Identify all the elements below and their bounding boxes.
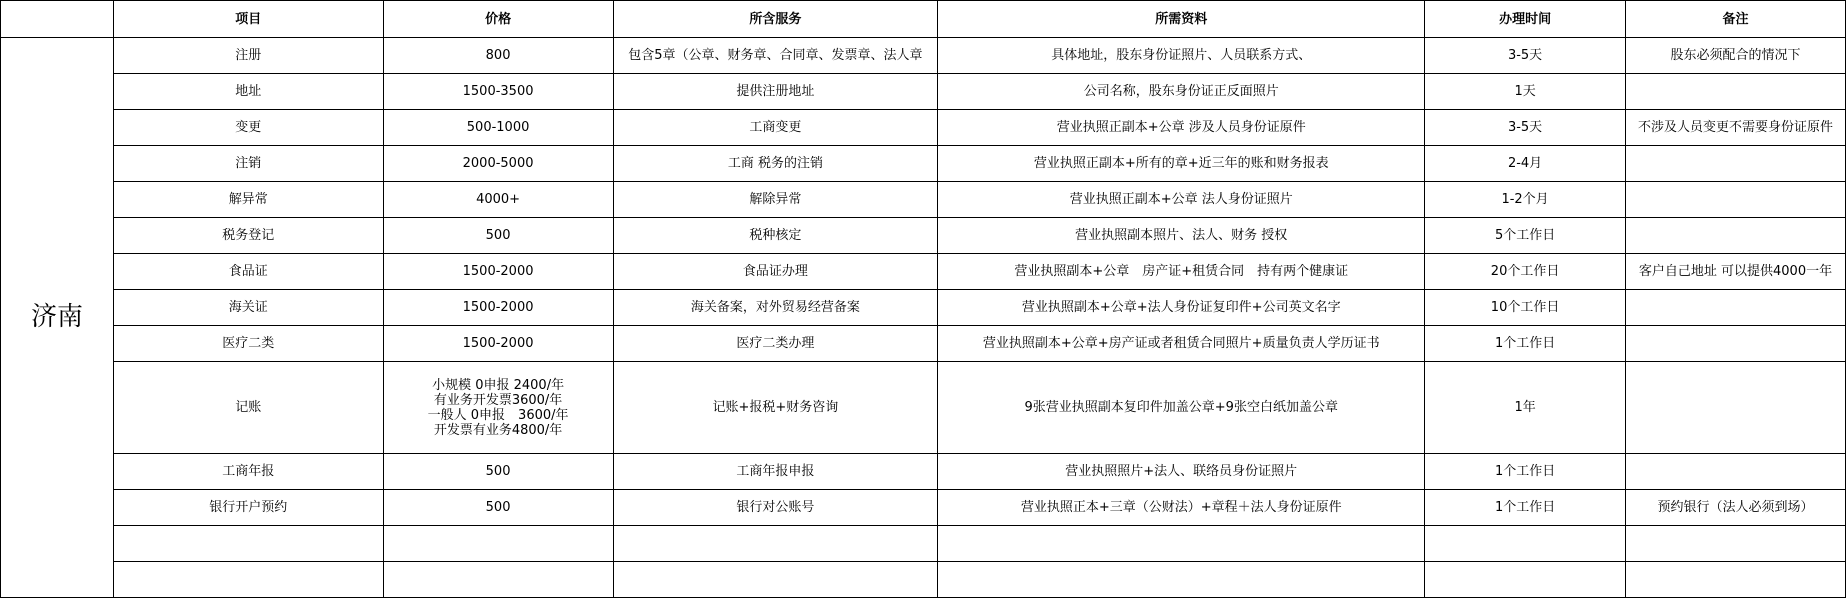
empty-cell[interactable] — [1625, 562, 1845, 598]
price-cell[interactable]: 1500-2000 — [383, 254, 613, 290]
empty-cell[interactable] — [383, 526, 613, 562]
price-cell[interactable]: 500 — [383, 490, 613, 526]
notes-cell[interactable]: 预约银行（法人必须到场） — [1625, 490, 1845, 526]
price-line: 小规模 0申报 2400/年 — [432, 377, 565, 393]
price-line: 一般人 0申报 3600/年 — [427, 407, 569, 423]
time-cell[interactable]: 3-5天 — [1425, 110, 1626, 146]
header-time[interactable]: 办理时间 — [1425, 1, 1626, 38]
notes-cell[interactable] — [1625, 74, 1845, 110]
item-cell[interactable]: 记账 — [113, 362, 383, 454]
empty-cell[interactable] — [1625, 526, 1845, 562]
table-row — [1, 326, 1846, 362]
materials-cell[interactable]: 营业执照正副本+公章 涉及人员身份证原件 — [938, 110, 1425, 146]
notes-cell[interactable] — [1625, 454, 1845, 490]
city-cell[interactable]: 济南 — [1, 38, 114, 598]
service-cell[interactable]: 解除异常 — [613, 182, 938, 218]
notes-cell[interactable] — [1625, 362, 1845, 454]
table-row — [1, 38, 1846, 74]
empty-cell[interactable] — [113, 526, 383, 562]
header-notes[interactable]: 备注 — [1625, 1, 1845, 38]
service-cell[interactable]: 工商 税务的注销 — [613, 146, 938, 182]
time-cell[interactable]: 5个工作日 — [1425, 218, 1626, 254]
materials-cell[interactable]: 营业执照正本+三章（公财法）+章程＋法人身份证原件 — [938, 490, 1425, 526]
time-cell[interactable]: 1个工作日 — [1425, 326, 1626, 362]
header-price[interactable]: 价格 — [383, 1, 613, 38]
materials-cell[interactable]: 营业执照正副本+所有的章+近三年的账和财务报表 — [938, 146, 1425, 182]
item-cell[interactable]: 食品证 — [113, 254, 383, 290]
item-cell[interactable]: 解异常 — [113, 182, 383, 218]
header-region[interactable] — [1, 1, 114, 38]
service-cell[interactable]: 海关备案，对外贸易经营备案 — [613, 290, 938, 326]
price-cell[interactable]: 500 — [383, 218, 613, 254]
price-line: 开发票有业务4800/年 — [433, 422, 563, 438]
price-line: 有业务开发票3600/年 — [433, 392, 563, 408]
price-cell[interactable]: 500 — [383, 454, 613, 490]
item-cell[interactable]: 工商年报 — [113, 454, 383, 490]
time-cell[interactable]: 3-5天 — [1425, 38, 1626, 74]
service-cell[interactable]: 工商变更 — [613, 110, 938, 146]
table-row — [1, 182, 1846, 218]
notes-cell[interactable]: 不涉及人员变更不需要身份证原件 — [1625, 110, 1845, 146]
time-cell[interactable]: 1个工作日 — [1425, 454, 1626, 490]
empty-cell[interactable] — [1425, 526, 1626, 562]
table-row — [1, 362, 1846, 454]
price-cell[interactable]: 2000-5000 — [383, 146, 613, 182]
notes-cell[interactable] — [1625, 290, 1845, 326]
price-cell[interactable]: 1500-2000 — [383, 290, 613, 326]
service-cell[interactable]: 提供注册地址 — [613, 74, 938, 110]
table-row — [1, 146, 1846, 182]
materials-cell[interactable]: 营业执照照片+法人、联络员身份证照片 — [938, 454, 1425, 490]
item-cell[interactable]: 税务登记 — [113, 218, 383, 254]
time-cell[interactable]: 1个工作日 — [1425, 490, 1626, 526]
notes-cell[interactable] — [1625, 182, 1845, 218]
item-cell[interactable]: 注销 — [113, 146, 383, 182]
time-cell[interactable]: 20个工作日 — [1425, 254, 1626, 290]
item-cell[interactable]: 注册 — [113, 38, 383, 74]
time-cell[interactable]: 1-2个月 — [1425, 182, 1626, 218]
time-cell[interactable]: 1天 — [1425, 74, 1626, 110]
materials-cell[interactable]: 9张营业执照副本复印件加盖公章+9张空白纸加盖公章 — [938, 362, 1425, 454]
table-row — [1, 254, 1846, 290]
notes-cell[interactable]: 客户自己地址 可以提供4000一年 — [1625, 254, 1845, 290]
materials-cell[interactable]: 具体地址，股东身份证照片、人员联系方式、 — [938, 38, 1425, 74]
header-materials[interactable]: 所需资料 — [938, 1, 1425, 38]
table-row-empty — [1, 526, 1846, 562]
item-cell[interactable]: 医疗二类 — [113, 326, 383, 362]
empty-cell[interactable] — [113, 562, 383, 598]
empty-cell[interactable] — [613, 562, 938, 598]
materials-cell[interactable]: 营业执照副本照片、法人、财务 授权 — [938, 218, 1425, 254]
item-cell[interactable]: 银行开户预约 — [113, 490, 383, 526]
table-row — [1, 218, 1846, 254]
empty-cell[interactable] — [938, 562, 1425, 598]
price-cell[interactable]: 1500-3500 — [383, 74, 613, 110]
empty-cell[interactable] — [383, 562, 613, 598]
price-cell[interactable]: 1500-2000 — [383, 326, 613, 362]
notes-cell[interactable] — [1625, 218, 1845, 254]
materials-cell[interactable]: 营业执照副本+公章+房产证或者租赁合同照片+质量负责人学历证书 — [938, 326, 1425, 362]
table-row — [1, 110, 1846, 146]
item-cell[interactable]: 海关证 — [113, 290, 383, 326]
service-cell[interactable]: 税种核定 — [613, 218, 938, 254]
service-cell[interactable]: 食品证办理 — [613, 254, 938, 290]
materials-cell[interactable]: 公司名称，股东身份证正反面照片 — [938, 74, 1425, 110]
service-cell[interactable]: 银行对公账号 — [613, 490, 938, 526]
service-cell[interactable]: 包含5章（公章、财务章、合同章、发票章、法人章 — [613, 38, 938, 74]
time-cell[interactable]: 10个工作日 — [1425, 290, 1626, 326]
price-cell[interactable]: 800 — [383, 38, 613, 74]
time-cell[interactable]: 1年 — [1425, 362, 1626, 454]
empty-cell[interactable] — [613, 526, 938, 562]
service-cell[interactable]: 记账+报税+财务咨询 — [613, 362, 938, 454]
header-service[interactable]: 所含服务 — [613, 1, 938, 38]
table-row — [1, 74, 1846, 110]
item-cell[interactable]: 地址 — [113, 74, 383, 110]
item-cell[interactable]: 变更 — [113, 110, 383, 146]
time-cell[interactable]: 2-4月 — [1425, 146, 1626, 182]
table-row — [1, 490, 1846, 526]
price-cell[interactable] — [383, 362, 613, 454]
header-item[interactable]: 项目 — [113, 1, 383, 38]
notes-cell[interactable] — [1625, 326, 1845, 362]
table-row — [1, 454, 1846, 490]
notes-cell[interactable] — [1625, 146, 1845, 182]
table-row — [1, 290, 1846, 326]
table-row-empty — [1, 562, 1846, 598]
materials-cell[interactable]: 营业执照副本+公章+法人身份证复印件+公司英文名字 — [938, 290, 1425, 326]
materials-cell[interactable]: 营业执照副本+公章 房产证+租赁合同 持有两个健康证 — [938, 254, 1425, 290]
empty-cell[interactable] — [1425, 562, 1626, 598]
notes-cell[interactable]: 股东必须配合的情况下 — [1625, 38, 1845, 74]
service-cell[interactable]: 工商年报申报 — [613, 454, 938, 490]
service-cell[interactable]: 医疗二类办理 — [613, 326, 938, 362]
materials-cell[interactable]: 营业执照正副本+公章 法人身份证照片 — [938, 182, 1425, 218]
empty-cell[interactable] — [938, 526, 1425, 562]
price-cell[interactable]: 500-1000 — [383, 110, 613, 146]
price-cell[interactable]: 4000+ — [383, 182, 613, 218]
